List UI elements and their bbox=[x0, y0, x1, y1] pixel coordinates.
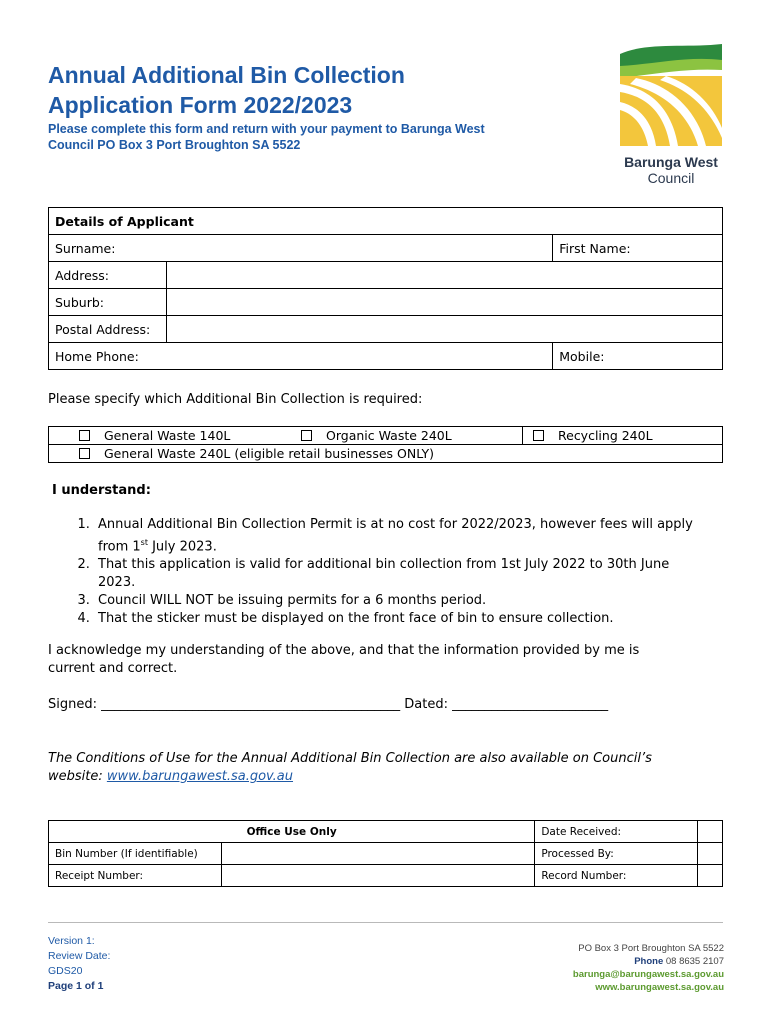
footer-contact: PO Box 3 Port Broughton SA 5522 Phone 08 8635 2107 barunga@barungawest.sa.gov.au www.barungawest.sa.gov.au bbox=[572, 943, 724, 993]
conditions-note: The Conditions of Use for the Annual Additional Bin Collection are also available on Council’s website: www.barungawest.sa.gov.au bbox=[48, 751, 652, 784]
address-input[interactable] bbox=[167, 262, 723, 289]
mobile-field[interactable]: Mobile: bbox=[553, 343, 723, 370]
list-item: 2. That this application is valid for additional bin collection from 1st July 2022 to 30th June 2023. bbox=[94, 556, 728, 592]
list-item: 1. Annual Additional Bin Collection Permit is at no cost for 2022/2023, however fees will apply from 1st July 2023. bbox=[94, 516, 728, 556]
bin-option-general-140[interactable]: General Waste 140L bbox=[49, 427, 296, 445]
checkbox-icon[interactable] bbox=[533, 430, 544, 441]
applicant-table bbox=[48, 207, 723, 370]
footer-email-link[interactable]: barunga@barungawest.sa.gov.au bbox=[572, 969, 724, 980]
footer-document-info: Version 1: Review Date: GDS20 Page 1 of 1 bbox=[48, 935, 111, 992]
checkbox-icon[interactable] bbox=[79, 448, 90, 459]
postal-address-label: Postal Address: bbox=[49, 316, 167, 343]
first-name-field[interactable]: First Name: bbox=[553, 235, 723, 262]
understand-heading: I understand: bbox=[52, 483, 151, 498]
page-title bbox=[48, 60, 568, 120]
checkbox-icon[interactable] bbox=[301, 430, 312, 441]
date-received-label: Date Received: bbox=[535, 821, 698, 843]
bin-prompt: Please specify which Additional Bin Collection is required: bbox=[48, 392, 423, 407]
page-subtitle bbox=[48, 121, 588, 153]
receipt-number-input[interactable] bbox=[222, 865, 535, 887]
title-line-1: Annual Additional Bin Collection bbox=[48, 62, 405, 88]
checkbox-icon[interactable] bbox=[79, 430, 90, 441]
title-line-2: Application Form 2022/2023 bbox=[48, 92, 353, 118]
council-website-link[interactable]: www.barungawest.sa.gov.au bbox=[106, 769, 294, 784]
list-item: 4. That the sticker must be displayed on the front face of bin to ensure collection. bbox=[94, 610, 728, 628]
footer-web-link[interactable]: www.barungawest.sa.gov.au bbox=[595, 982, 724, 993]
office-use-table bbox=[48, 820, 723, 887]
bin-number-label: Bin Number (If identifiable) bbox=[49, 843, 222, 865]
acknowledgement: I acknowledge my understanding of the above, and that the information provided by me is current and correct. bbox=[48, 643, 640, 676]
bin-option-organic-240[interactable]: Organic Waste 240L bbox=[295, 427, 523, 445]
receipt-number-label: Receipt Number: bbox=[49, 865, 222, 887]
postal-address-input[interactable] bbox=[167, 316, 723, 343]
surname-field[interactable]: Surname: bbox=[49, 235, 553, 262]
home-phone-field[interactable]: Home Phone: bbox=[49, 343, 553, 370]
footer-divider bbox=[48, 922, 723, 923]
office-use-heading: Office Use Only bbox=[49, 821, 535, 843]
processed-by-input[interactable] bbox=[698, 843, 723, 865]
subtitle-line-2: Council PO Box 3 Port Broughton SA 5522 bbox=[48, 138, 301, 152]
suburb-label: Suburb: bbox=[49, 289, 167, 316]
council-logo bbox=[616, 44, 726, 189]
understand-list bbox=[48, 516, 728, 628]
council-logo-icon bbox=[616, 44, 726, 149]
record-number-label: Record Number: bbox=[535, 865, 698, 887]
processed-by-label: Processed By: bbox=[535, 843, 698, 865]
bin-options-table bbox=[48, 426, 723, 463]
bin-option-general-240-retail[interactable]: General Waste 240L (eligible retail businesses ONLY) bbox=[49, 445, 523, 463]
list-item: 3. Council WILL NOT be issuing permits for a 6 months period. bbox=[94, 592, 728, 610]
address-label: Address: bbox=[49, 262, 167, 289]
bin-number-input[interactable] bbox=[222, 843, 535, 865]
bin-option-recycling-240[interactable]: Recycling 240L bbox=[523, 427, 723, 445]
date-received-input[interactable] bbox=[698, 821, 723, 843]
record-number-input[interactable] bbox=[698, 865, 723, 887]
logo-name: Barunga West bbox=[624, 154, 718, 170]
suburb-input[interactable] bbox=[167, 289, 723, 316]
subtitle-line-1: Please complete this form and return with your payment to Barunga West bbox=[48, 122, 485, 136]
applicant-heading: Details of Applicant bbox=[49, 208, 723, 235]
signature-line[interactable]: Signed: ______________________________________________ Dated: ________________________ bbox=[48, 697, 609, 712]
logo-council: Council bbox=[647, 170, 695, 186]
